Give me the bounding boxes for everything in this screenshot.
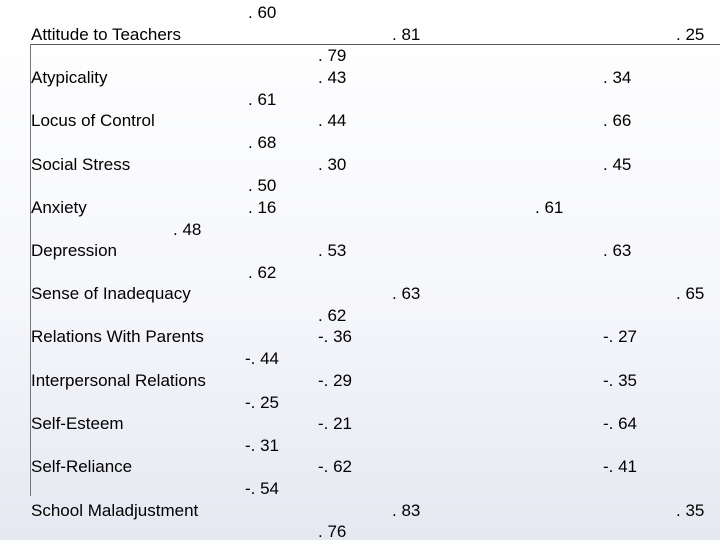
coefficient-value: . 16 [248,198,277,217]
coefficient-value: -. 29 [318,371,353,390]
coefficient-value: . 48 [173,220,202,239]
coefficient-value: -. 41 [603,457,638,476]
coefficient-value: -. 25 [245,393,280,412]
coefficient-value: . 83 [392,501,421,520]
row-label-self-reliance: Self-Reliance [31,457,133,476]
row-label-relations-with-parents: Relations With Parents [31,327,204,346]
coefficient-value: . 63 [392,284,421,303]
row-label-atypicality: Atypicality [31,68,108,87]
row-label-school-maladjustment: School Maladjustment [31,501,199,520]
coefficient-value: . 35 [676,501,705,520]
coefficient-value: . 45 [603,155,632,174]
coefficient-value: -. 64 [603,414,638,433]
coefficient-value: . 53 [318,241,347,260]
row-label-depression: Depression [31,241,117,260]
coefficient-value: -. 27 [603,327,638,346]
coefficient-value: . 62 [318,306,347,325]
row-label-social-stress: Social Stress [31,155,131,174]
coefficient-value: . 61 [535,198,564,217]
coefficient-value: -. 35 [603,371,638,390]
coefficient-value: . 50 [248,176,277,195]
coefficient-value: . 44 [318,111,347,130]
row-label-sense-of-inadequacy: Sense of Inadequacy [31,284,191,303]
coefficient-value: -. 54 [245,479,280,498]
coefficient-value: . 65 [676,284,705,303]
coefficient-value: . 76 [318,522,347,541]
coefficient-value: . 68 [248,133,277,152]
coefficient-value: -. 44 [245,349,280,368]
coefficient-value: . 66 [603,111,632,130]
coefficient-value: -. 31 [245,436,280,455]
coefficient-value: . 62 [248,263,277,282]
row-label-attitude-to-teachers: Attitude to Teachers [31,25,181,44]
coefficient-value: . 63 [603,241,632,260]
coefficient-value: . 79 [318,46,347,65]
coefficient-value: . 34 [603,68,632,87]
row-label-locus-of-control: Locus of Control [31,111,155,130]
coefficient-value: . 43 [318,68,347,87]
coefficient-value: -. 21 [318,414,353,433]
coefficient-value: -. 62 [318,457,353,476]
row-label-self-esteem: Self-Esteem [31,414,124,433]
coefficient-value: . 60 [248,3,277,22]
row-label-anxiety: Anxiety [31,198,87,217]
coefficient-value: . 30 [318,155,347,174]
coefficient-value: . 61 [248,90,277,109]
coefficient-value: -. 36 [318,327,353,346]
coefficient-value: . 81 [392,25,421,44]
coefficient-value: . 25 [676,25,705,44]
row-label-interpersonal-relations: Interpersonal Relations [31,371,206,390]
